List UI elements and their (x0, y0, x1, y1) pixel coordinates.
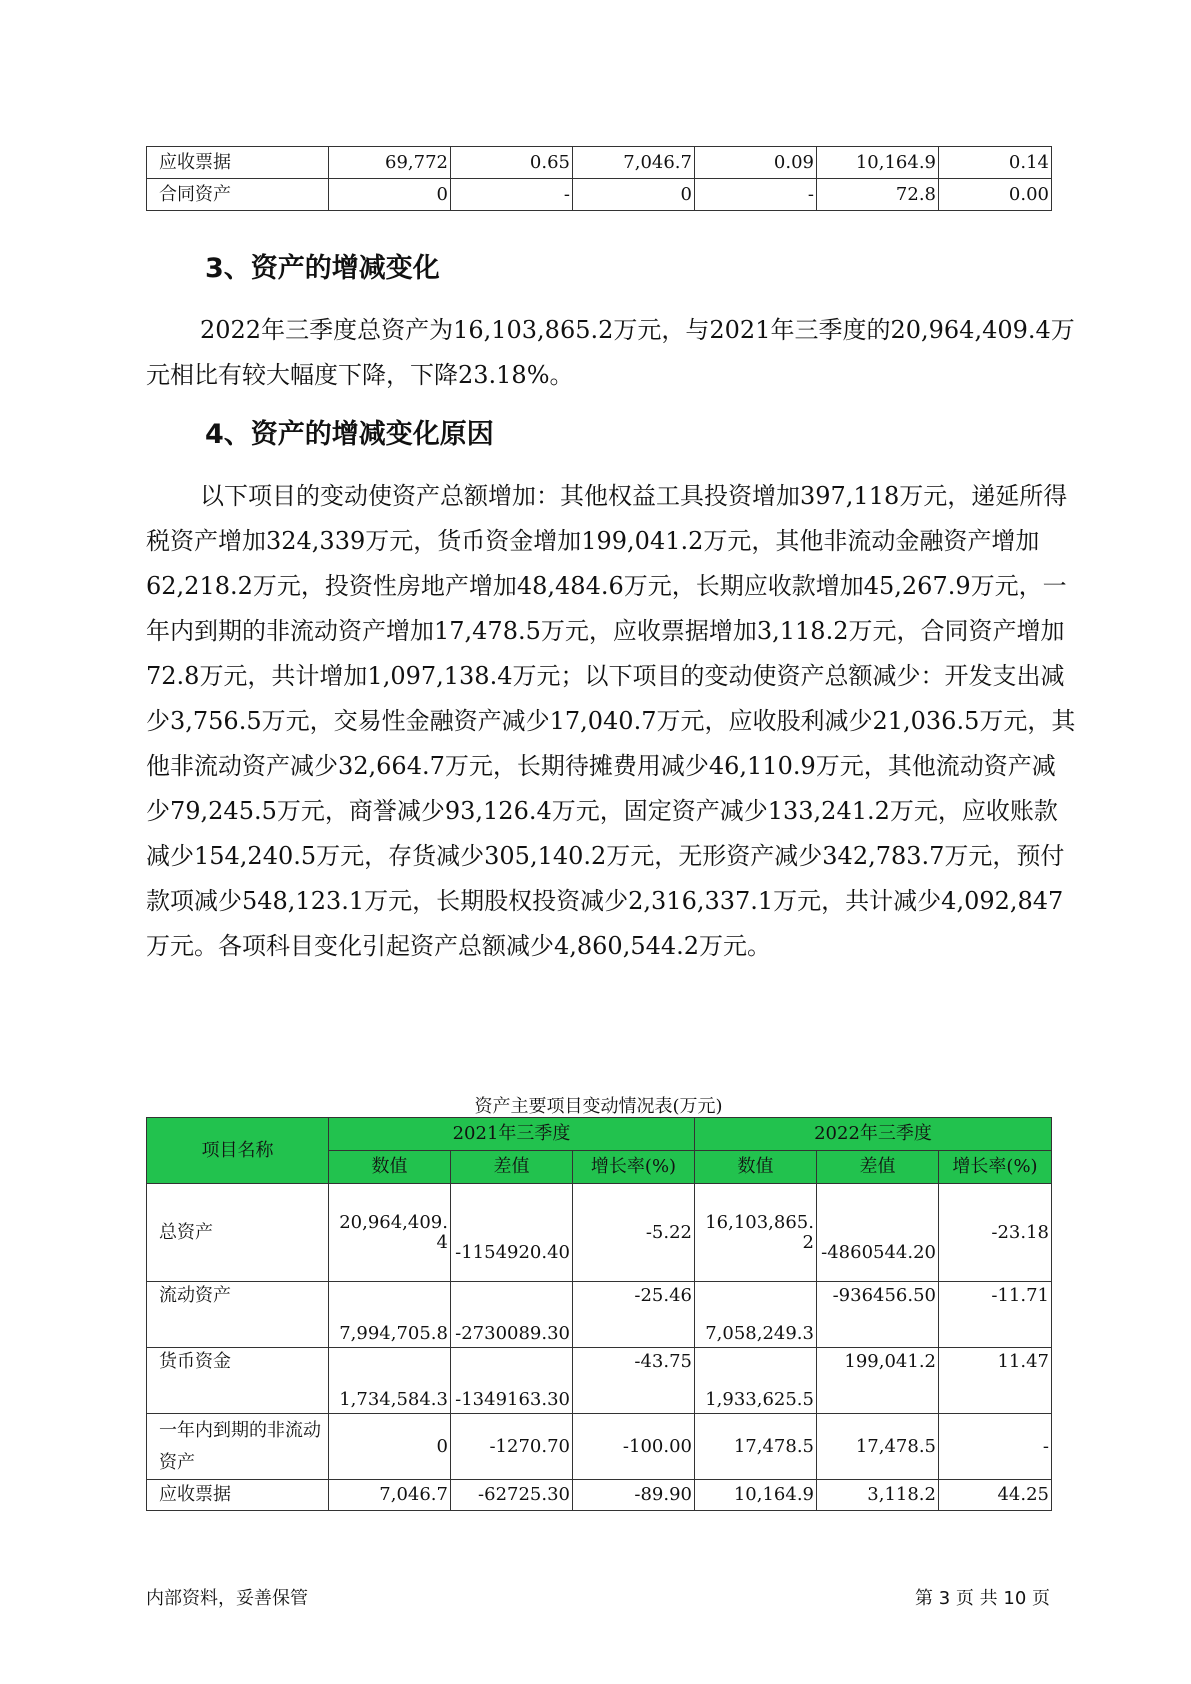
sub-header-value: 数值 (695, 1151, 817, 1184)
cell-diff: -62725.30 (451, 1480, 573, 1511)
cell-growth: -100.00 (573, 1414, 695, 1480)
cell-value: 10,164.9 (695, 1480, 817, 1511)
cell-value: 0 (573, 179, 695, 211)
footer-confidential-note: 内部资料，妥善保管 (146, 1588, 308, 1609)
cell-growth: -23.18 (939, 1184, 1052, 1282)
cell-growth: -5.22 (573, 1184, 695, 1282)
page-number: 第 3 页 共 10 页 (915, 1588, 1050, 1609)
cell-diff: 17,478.5 (817, 1414, 939, 1480)
section3-heading: 3、资产的增减变化 (205, 253, 440, 284)
header-row (147, 1118, 1052, 1151)
col-header-item: 项目名称 (147, 1118, 329, 1184)
cell-growth: - (939, 1414, 1052, 1480)
cell-diff: -1154920.40 (451, 1184, 573, 1282)
row-label: 流动资产 (147, 1282, 329, 1348)
col-header-period1: 2021年三季度 (329, 1118, 695, 1151)
cell-value: 0.14 (939, 147, 1052, 179)
cell-growth: 44.25 (939, 1480, 1052, 1511)
row-label: 应收票据 (147, 147, 329, 179)
cell-diff: -936456.50 (817, 1282, 939, 1348)
col-header-period2: 2022年三季度 (695, 1118, 1052, 1151)
table-caption: 资产主要项目变动情况表(万元) (474, 1096, 723, 1117)
cell-value: 0 (329, 1414, 451, 1480)
section3-paragraph: 2022年三季度总资产为16,103,865.2万元，与2021年三季度的20,964,409.4万元相比有较大幅度下降，下降23.18%。 (146, 316, 1075, 389)
cell-value: 0.00 (939, 179, 1052, 211)
row-label: 合同资产 (147, 179, 329, 211)
cell-diff: -1349163.30 (451, 1348, 573, 1414)
cell-value: 7,046.7 (573, 147, 695, 179)
section4-paragraph: 以下项目的变动使资产总额增加：其他权益工具投资增加397,118万元，递延所得税资产增加324,339万元，货币资金增加199,041.2万元，其他非流动金融资产增加62,218.2万元，投资性房地产增加48,484.6万元，长期应收款增加45,267.9万元，一年内到期的非流动资产增加17,478.5万元，应收票据增加3,118.2万元，合同资产增加72.8万元，共计增加1,097,138.4万元；以下项目的变动使资产总额减少：开发支出减少3,756.5万元，交易性金融资产减少17,040.7万元，应收股利减少21,036.5万元，其他非流动资产减少32,664.7万元，长期待摊费用减少46,110.9万元，其他流动资产减少79,245.5万元，商誉减少93,126.4万元，固定资产减少133,241.2万元，应收账款减少154,240.5万元，存货减少305,140.2万元，无形资产减少342,783.7万元，预付款项减少548,123.1万元，长期股权投资减少2,316,337.1万元，共计减少4,092,847万元。各项科目变化引起资产总额减少4,860,544.2万元。 (146, 482, 1076, 960)
cell-value: 72.8 (817, 179, 939, 211)
cell-value: 0.65 (451, 147, 573, 179)
top-continuation-table (146, 146, 1052, 211)
cell-diff: 199,041.2 (817, 1348, 939, 1414)
sub-header-diff: 差值 (451, 1151, 573, 1184)
table-row (147, 1282, 1052, 1348)
cell-growth: -25.46 (573, 1282, 695, 1348)
row-label: 应收票据 (147, 1480, 329, 1511)
cell-growth: -11.71 (939, 1282, 1052, 1348)
cell-value: - (451, 179, 573, 211)
row-label: 总资产 (147, 1184, 329, 1282)
cell-value: - (695, 179, 817, 211)
cell-value: 7,046.7 (329, 1480, 451, 1511)
cell-diff: -4860544.20 (817, 1184, 939, 1282)
cell-diff: -1270.70 (451, 1414, 573, 1480)
table-row (147, 1414, 1052, 1480)
table-row (147, 1348, 1052, 1414)
row-label: 一年内到期的非流动资产 (147, 1414, 329, 1480)
cell-value: 16,103,865.2 (695, 1184, 817, 1282)
cell-diff: -2730089.30 (451, 1282, 573, 1348)
cell-value: 7,994,705.8 (329, 1282, 451, 1348)
table-row (147, 147, 1052, 179)
row-label: 货币资金 (147, 1348, 329, 1414)
table-row (147, 179, 1052, 211)
cell-value: 1,933,625.5 (695, 1348, 817, 1414)
sub-header-growth: 增长率(%) (939, 1151, 1052, 1184)
cell-value: 20,964,409.4 (329, 1184, 451, 1282)
cell-value: 0 (329, 179, 451, 211)
table-row (147, 1480, 1052, 1511)
cell-value: 1,734,584.3 (329, 1348, 451, 1414)
sub-header-value: 数值 (329, 1151, 451, 1184)
cell-value: 69,772 (329, 147, 451, 179)
section4-heading: 4、资产的增减变化原因 (205, 419, 494, 450)
cell-value: 17,478.5 (695, 1414, 817, 1480)
cell-growth: 11.47 (939, 1348, 1052, 1414)
asset-change-table (146, 1117, 1052, 1511)
cell-growth: -89.90 (573, 1480, 695, 1511)
sub-header-growth: 增长率(%) (573, 1151, 695, 1184)
sub-header-diff: 差值 (817, 1151, 939, 1184)
cell-diff: 3,118.2 (817, 1480, 939, 1511)
cell-value: 10,164.9 (817, 147, 939, 179)
cell-value: 0.09 (695, 147, 817, 179)
table-row (147, 1184, 1052, 1282)
cell-growth: -43.75 (573, 1348, 695, 1414)
cell-value: 7,058,249.3 (695, 1282, 817, 1348)
